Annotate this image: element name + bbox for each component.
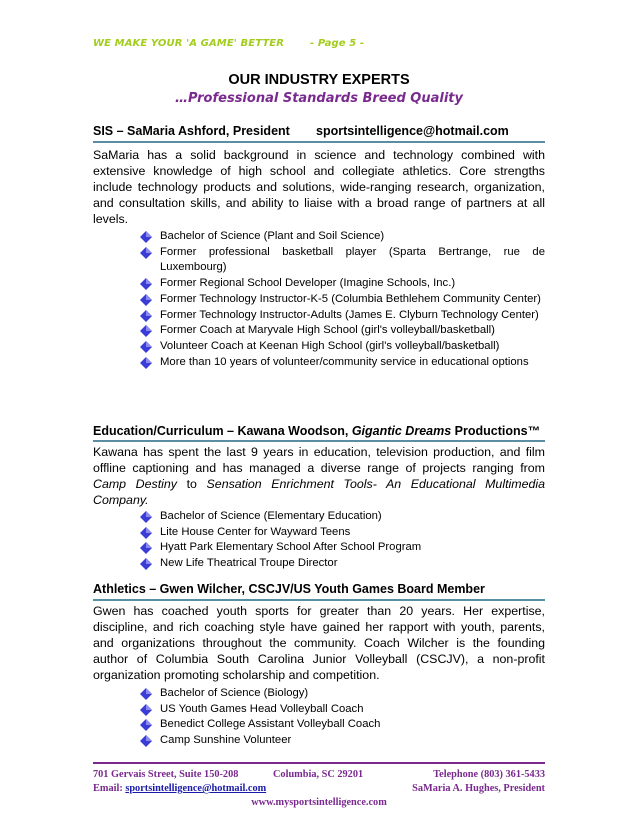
list-item <box>139 276 545 292</box>
section-heading-education <box>93 424 545 438</box>
footer-email-link[interactable]: sportsintelligence@hotmail.com <box>125 783 267 794</box>
header-tagline: WE MAKE YOUR 'A GAME' BETTER <box>93 38 284 49</box>
paragraph-text: Kawana has spent the last 9 years in education, television production, and film offline captioning and has managed a diverse range of projects ranging from <box>93 445 545 475</box>
list-item-text: Former Technology Instructor-Adults (James E. Clyburn Technology Center) <box>160 308 539 321</box>
footer-contact: SaMaria A. Hughes, President <box>412 783 545 794</box>
diamond-bullet-icon <box>140 247 152 259</box>
diamond-bullet-icon <box>140 310 152 322</box>
list-item-text: Lite House Center for Wayward Teens <box>160 525 351 538</box>
paragraph-em: Camp Destiny <box>93 477 177 491</box>
list-item <box>139 733 545 749</box>
footer-email <box>93 783 266 794</box>
bullet-list-sis <box>139 229 545 370</box>
list-item-text: US Youth Games Head Volleyball Coach <box>160 702 364 715</box>
footer-website[interactable]: www.mysportsintelligence.com <box>251 797 387 808</box>
section-heading-em: Gigantic Dreams <box>351 424 452 438</box>
diamond-bullet-icon <box>140 558 152 570</box>
list-item-text: Benedict College Assistant Volleyball Coach <box>160 718 381 731</box>
section-email: sportsintelligence@hotmail.com <box>316 124 509 138</box>
section-heading-athletics: Athletics – Gwen Wilcher, CSCJV/US Youth Games Board Member <box>93 582 485 596</box>
section-heading-sis <box>93 124 545 138</box>
page-number: - Page 5 - <box>310 38 365 49</box>
list-item <box>139 525 545 541</box>
diamond-bullet-icon <box>140 357 152 369</box>
list-item <box>139 339 545 355</box>
bullet-list-education <box>139 509 545 572</box>
list-item-text: Volunteer Coach at Keenan High School (girl's volleyball/basketball) <box>160 339 500 352</box>
footer-address: 701 Gervais Street, Suite 150-208 <box>93 769 239 780</box>
list-item-text: Former Regional School Developer (Imagine Schools, Inc.) <box>160 277 456 290</box>
diamond-bullet-icon <box>140 688 152 700</box>
list-item-text: Bachelor of Science (Plant and Soil Science) <box>160 230 385 242</box>
diamond-bullet-icon <box>140 527 152 539</box>
diamond-bullet-icon <box>140 278 152 290</box>
list-item-text: Former Coach at Maryvale High School (girl's volleyball/basketball) <box>160 324 495 337</box>
footer-city: Columbia, SC 29201 <box>273 769 364 780</box>
section-paragraph-athletics: Gwen has coached youth sports for greater than 20 years. Her expertise, discipline, and rich coaching style have gained her rapport with youth, parents, and organizations throughout the community. Coach Wilcher is the founding author of Columbia South Carolina Junior Volleyball (CSCJV), a non-profit organization promoting scholarship and competition. <box>93 604 545 682</box>
diamond-bullet-icon <box>140 231 152 243</box>
diamond-bullet-icon <box>140 542 152 554</box>
section-rule <box>93 141 545 143</box>
list-item <box>139 292 545 308</box>
list-item <box>139 686 545 702</box>
section-paragraph-sis: SaMaria has a solid background in science and technology combined with extensive knowledge of high school and collegiate athletics. Core strengths include technology products and solutions, wide-ranging research, organization, and consultation skills, and ability to liaise with a broad range of partners at all levels. <box>93 148 545 226</box>
page-header <box>93 38 364 49</box>
list-item-text: Bachelor of Science (Elementary Education) <box>160 510 382 522</box>
diamond-bullet-icon <box>140 735 152 747</box>
section-rule <box>93 599 545 601</box>
diamond-bullet-icon <box>140 704 152 716</box>
diamond-bullet-icon <box>140 325 152 337</box>
paragraph-text: to <box>176 477 207 491</box>
list-item-text: New Life Theatrical Troupe Director <box>160 557 338 570</box>
list-item <box>139 308 545 324</box>
bullet-list-athletics <box>139 686 545 749</box>
list-item-text: Hyatt Park Elementary School After School Program <box>160 541 422 554</box>
diamond-bullet-icon <box>140 294 152 306</box>
diamond-bullet-icon <box>140 511 152 523</box>
page-subtitle: …Professional Standards Breed Quality <box>175 91 463 106</box>
list-item <box>139 702 545 718</box>
list-item-text: Former professional basketball player (Sparta Bertrange, rue de Luxembourg) <box>160 245 545 274</box>
list-item <box>139 245 545 276</box>
footer-email-label: Email: <box>93 783 126 794</box>
section-rule <box>93 440 545 442</box>
section-paragraph-education <box>93 444 545 508</box>
list-item-text: More than 10 years of volunteer/community service in educational options <box>160 355 529 368</box>
list-item-text: Camp Sunshine Volunteer <box>160 734 292 747</box>
list-item <box>139 509 545 525</box>
section-heading-post: Productions™ <box>451 424 541 438</box>
list-item <box>139 323 545 339</box>
page-title: OUR INDUSTRY EXPERTS <box>228 72 410 88</box>
diamond-bullet-icon <box>140 341 152 353</box>
list-item <box>139 355 545 371</box>
paragraph-em: Sensation Enrichment Tools- An Educational Multimedia Company. <box>93 477 546 507</box>
section-heading-text: SIS – SaMaria Ashford, President <box>93 124 290 138</box>
list-item <box>139 717 545 733</box>
list-item <box>139 556 545 572</box>
footer-telephone: Telephone (803) 361-5433 <box>433 769 545 780</box>
section-heading-pre: Education/Curriculum – Kawana Woodson, <box>93 424 352 438</box>
list-item <box>139 229 545 245</box>
list-item <box>139 540 545 556</box>
diamond-bullet-icon <box>140 719 152 731</box>
list-item-text: Bachelor of Science (Biology) <box>160 687 309 699</box>
footer-rule <box>93 762 545 764</box>
list-item-text: Former Technology Instructor-K-5 (Columbia Bethlehem Community Center) <box>160 292 541 305</box>
